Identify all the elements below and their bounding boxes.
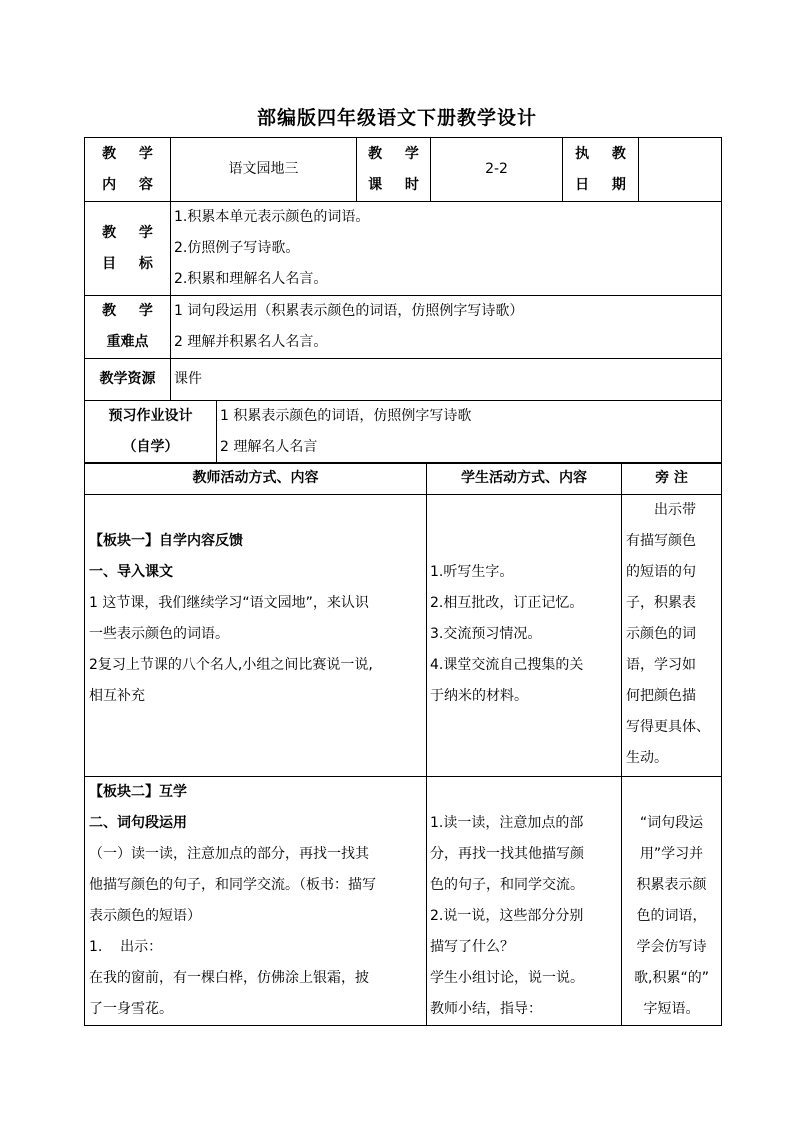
goal-item: 1.积累本单元表示颜色的词语。: [174, 209, 370, 225]
date-label-1: 执 教: [575, 145, 635, 162]
student-line: 2.相互批改，订正记忆。: [430, 595, 584, 611]
note-line: 字短语。: [643, 1001, 700, 1017]
key-points-label-2: 重难点: [106, 334, 149, 350]
lesson-info-table: [84, 137, 722, 401]
note-line: 子，积累表: [626, 595, 696, 611]
teacher-line: （一）读一读，注意加点的部分，再找一找其: [89, 846, 369, 862]
note-line: 色的词语，: [636, 908, 707, 924]
preview-item: 2 理解名人名言: [220, 439, 318, 455]
block2-heading: 【板块二】互学: [89, 784, 187, 800]
block1-student-cell: [427, 495, 622, 777]
page-title: 部编版四年级语文下册教学设计: [256, 107, 537, 129]
content-label-cell: [85, 138, 171, 202]
student-line: 色的句子，和同学交流。: [430, 877, 584, 893]
resource-label: 教学资源: [85, 359, 171, 401]
key-point-item: 2 理解并积累名人名言。: [174, 334, 328, 350]
student-line: 4.课堂交流自己搜集的关: [430, 657, 584, 673]
note-line: 出示带: [654, 502, 696, 518]
block2-student-cell: [427, 777, 622, 1026]
preview-list: [217, 401, 722, 464]
block1-teacher-cell: [85, 495, 427, 777]
activity-table: [84, 462, 722, 1026]
block1-heading: 【板块一】自学内容反馈: [89, 533, 243, 549]
goals-label-2: 目 标: [102, 255, 162, 272]
goal-item: 2.仿照例子写诗歌。: [174, 240, 300, 256]
preview-item: 1 积累表示颜色的词语，仿照例字写诗歌: [220, 408, 472, 424]
note-line: 学会仿写诗: [636, 939, 707, 955]
hours-value: 2-2: [431, 138, 563, 202]
note-line: 语，学习如: [626, 657, 696, 673]
block2-subheading: 二、词句段运用: [89, 815, 187, 831]
teacher-line: 2复习上节课的八个名人,小组之间比赛说一说,: [89, 657, 373, 673]
key-point-item: 1 词句段运用（积累表示颜色的词语，仿照例字写诗歌）: [174, 303, 524, 319]
student-line: 3.交流预习情况。: [430, 626, 542, 642]
note-line: “词句段运: [639, 815, 704, 831]
goals-label-cell: [85, 202, 171, 296]
content-label-1: 教 学: [102, 145, 162, 162]
hours-label-cell: [357, 138, 431, 202]
key-points-list: [171, 296, 722, 359]
teacher-line: 他描写颜色的句子，和同学交流。（板书：描写: [89, 877, 376, 893]
teacher-line: 1. 出示：: [89, 939, 163, 955]
student-line: 1.读一读，注意加点的部: [430, 815, 584, 831]
goals-list: [171, 202, 722, 296]
note-line: 示颜色的词: [626, 626, 696, 642]
preview-label-cell: [85, 401, 217, 464]
student-line: 描写了什么？: [430, 939, 514, 955]
student-line: 分，再找一找其他描写颜: [430, 846, 584, 862]
note-line: 用”学习并: [639, 846, 704, 862]
teacher-line: 在我的窗前，有一棵白桦，仿佛涂上银霜，披: [89, 970, 369, 986]
preview-label-1: 预习作业设计: [108, 408, 193, 424]
goals-label-1: 教 学: [102, 224, 162, 241]
student-line: 1.听写生字。: [430, 564, 514, 580]
note-line: 生动。: [626, 750, 668, 766]
note-line: 写得更具体、: [626, 719, 710, 735]
note-line: 积累表示颜: [636, 877, 707, 893]
goal-item: 2.积累和理解名人名言。: [174, 271, 328, 287]
student-line: 教师小结，指导：: [430, 1001, 542, 1017]
note-header: 旁 注: [622, 463, 722, 495]
student-line: 学生小组讨论，说一说。: [430, 970, 584, 986]
date-label-cell: [563, 138, 639, 202]
block2-note-cell: [622, 777, 722, 1026]
preview-label-2: （自学）: [122, 439, 179, 455]
teacher-line: 1 这节课，我们继续学习“语文园地”，来认识: [89, 595, 369, 611]
note-line: 何把颜色描: [626, 688, 696, 704]
student-line: 2.说一说，这些部分分别: [430, 908, 584, 924]
hours-label-1: 教 学: [368, 145, 428, 162]
note-line: 有描写颜色: [626, 533, 696, 549]
preview-table: [84, 400, 722, 464]
note-line: 歌,积累“的”: [634, 970, 709, 986]
teacher-line: 一些表示颜色的词语。: [89, 626, 229, 642]
key-points-label-cell: [85, 296, 171, 359]
hours-label-2: 课 时: [368, 176, 428, 193]
note-line: 的短语的句: [626, 564, 696, 580]
key-points-label-1: 教 学: [102, 303, 162, 319]
teacher-line: 表示颜色的短语）: [89, 908, 201, 924]
teacher-header: 教师活动方式、内容: [85, 463, 427, 495]
block1-note-cell: [622, 495, 722, 777]
date-label-2: 日 期: [575, 176, 635, 193]
content-value: 语文园地三: [171, 138, 357, 202]
student-line: 于纳米的材料。: [430, 688, 528, 704]
date-value: [639, 138, 722, 202]
teacher-line: 相互补充: [89, 688, 145, 704]
block2-teacher-cell: [85, 777, 427, 1026]
student-header: 学生活动方式、内容: [427, 463, 622, 495]
resource-value: 课件: [171, 359, 722, 401]
teacher-line: 了一身雪花。: [89, 1001, 173, 1017]
block1-subheading: 一、导入课文: [89, 564, 173, 580]
content-label-2: 内 容: [102, 176, 162, 193]
